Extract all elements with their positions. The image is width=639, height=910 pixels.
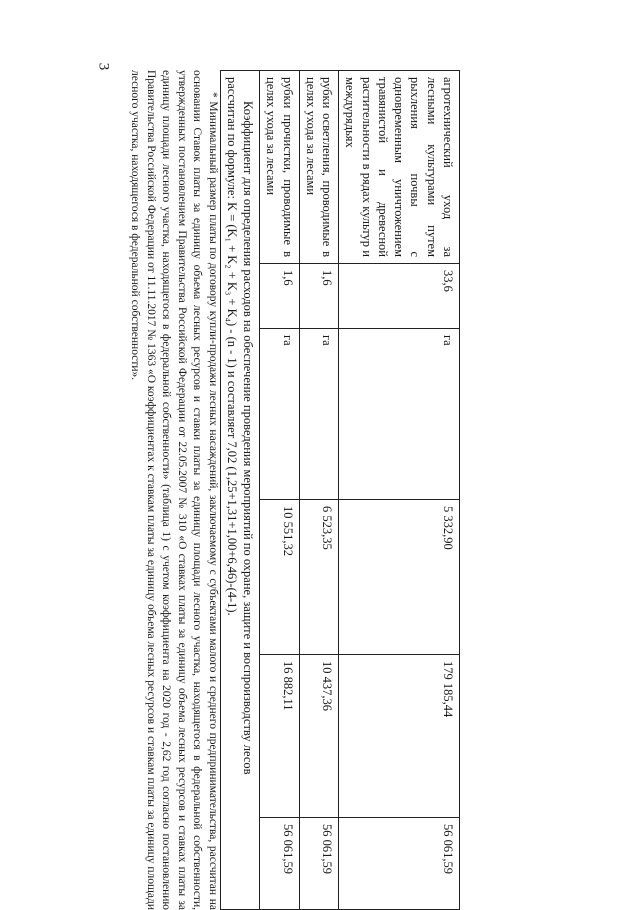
total-cell: 16 882,11 [260,655,300,818]
table-row [339,71,460,910]
rotated-content [120,70,460,910]
table-row [299,71,339,910]
coefficient-row [220,71,260,910]
unit-cell: га [339,329,460,500]
page-number: 3 [95,62,112,71]
quantity-cell: 1,6 [299,264,339,329]
rate-cell: 5 332,90 [339,500,460,655]
coefficient-formula: рассчитан по формуле: K = (K₁ + K₂ + K₃ + K₄) - (n - 1) и составляет 7,02 (1,25+1,31+1,00+6,46)-(4-1). [225,77,239,616]
total-cell: 179 185,44 [339,655,460,818]
quantity-cell: 1,6 [260,264,300,329]
coefficient-cell [220,71,260,910]
quantity-cell: 33,6 [339,264,460,329]
rate-cell: 10 551,32 [260,500,300,655]
unit-cell: га [260,329,300,500]
work-description: агротехнический уход за лесными культурами путем рыхления почвы с одновременным уничтожением травянистой и древесной растительности в рядах культур и междурядьях [339,71,460,264]
unit-cell: га [299,329,339,500]
base-cell: 56 061,59 [339,818,460,910]
base-cell: 56 061,59 [299,818,339,910]
work-description: рубки прочистки, проводимые в целях ухода за лесами [260,71,300,264]
work-description: рубки осветления, проводимые в целях ухода за лесами [299,71,339,264]
rate-cell: 6 523,35 [299,500,339,655]
total-cell: 10 437,36 [299,655,339,818]
footnote: * Минимальный размер платы по договору купли-продажи лесных насаждений, заключаемому с субъектами малого и среднего предпринимательства, рассчитан на основании Ставок платы за единицу объема лесных ресурсов и ставки платы за единицу площади лесного участка, находящегося в федеральной собственности, утвержденных постановлением Правительства Российской Федерации от 22.05.2007 № 310 «О ставках платы за единицу объема лесных ресурсов и ставках платы за единицу площади лесного участка, находящегося в федеральной собственности» (таблица 1) с учетом коэффициента на 2020 год - 2,62 год согласно постановлению Правительства Российской Федерации от 11.11.2017 № 1363 «О коэффициентах к ставкам платы за единицу объема лесных ресурсов и ставкам платы за единицу площади лесного участка, находящегося в федеральной собственности». [129,70,219,910]
table-row [260,71,300,910]
base-cell: 56 061,59 [260,818,300,910]
coefficient-description: Коэффициент для определения расходов на обеспечение проведения мероприятий по охране, защите и воспроизводству лесов [241,101,256,775]
rates-table [220,70,460,910]
